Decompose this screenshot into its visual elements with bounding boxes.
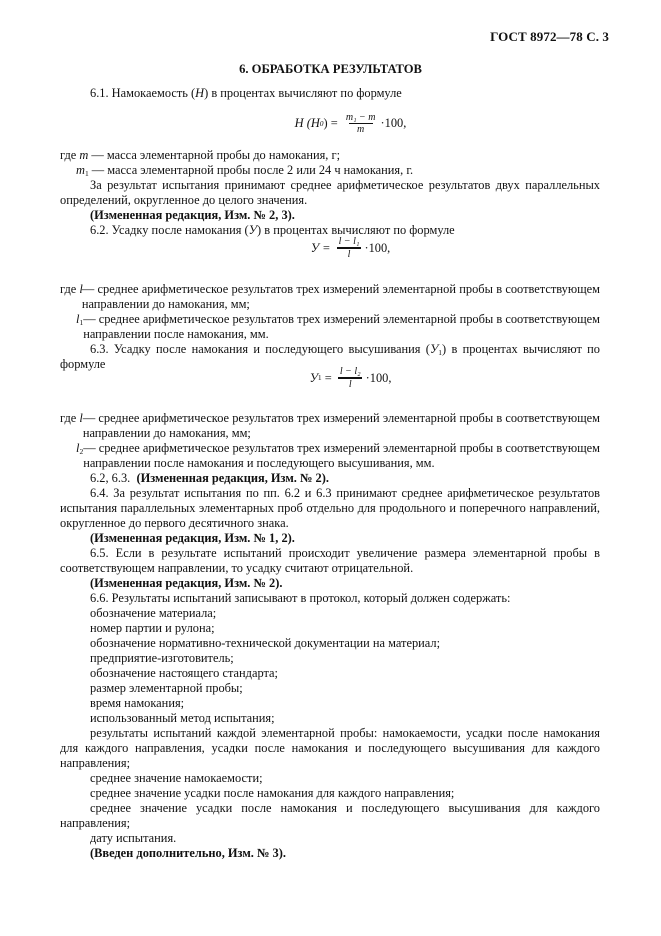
fraction [338, 366, 363, 390]
page-header: ГОСТ 8972—78 С. 3 [490, 29, 609, 44]
clause-6-4: 6.4. За результат испытания по пп. 6.2 и 6.3 принимают среднее арифметическое результатов испытания параллельных элементарных проб отдельно для продольного и поперечного направлений, округленное до первого десятичного знака. [60, 486, 600, 530]
subscript: 2 [79, 447, 84, 456]
formula-lhs: Н (Н [294, 116, 320, 130]
protocol-item: номер партии и рулона; [90, 621, 215, 635]
protocol-item: дату испытания. [90, 831, 177, 845]
formula-tail: ·100, [380, 116, 407, 130]
text: 6.3. Усадку после намокания и последующего высушивания ( [90, 342, 430, 356]
denominator: l [338, 377, 362, 390]
revision-note: (Введен дополнительно, Изм. № 3). [90, 846, 286, 860]
text: ) в процентах вычисляют по формуле [60, 342, 600, 371]
fraction [344, 112, 378, 135]
definition-m1 [60, 163, 600, 178]
text: — среднее арифметическое результатов трех измерений элементарной пробы в соответствующем направлении после намокания, мм. [83, 312, 600, 341]
protocol-item: размер элементарной пробы; [90, 681, 243, 695]
clause-6-1-intro [60, 86, 600, 101]
protocol-item: предприятие-изготовитель; [90, 651, 234, 665]
symbol-l: l [79, 411, 83, 425]
result-statement: За результат испытания принимают среднее арифметическое результатов двух параллельных определений, округленное до целого значения. [60, 178, 600, 207]
text: — среднее арифметическое результатов трех измерений элементарной пробы в соответствующем направлении после намокания и последующего высушивания, мм. [83, 441, 600, 470]
section-title: 6. ОБРАБОТКА РЕЗУЛЬТАТОВ [239, 62, 422, 76]
formula-eq: = [321, 370, 335, 385]
text: — среднее арифметическое результатов трех измерений элементарной пробы в соответствующем направлении до намокания, мм; [82, 411, 600, 440]
text: 6.1. Намокаемость ( [90, 86, 196, 100]
definition-l1 [60, 312, 600, 342]
symbol-l: l [79, 282, 83, 296]
symbol-u: У [248, 223, 258, 237]
text: где [60, 411, 80, 425]
symbol-m1: m [76, 163, 85, 177]
denominator: l [337, 247, 361, 260]
clause-6-3-to-6-6 [60, 411, 600, 861]
text: где [60, 148, 80, 162]
text: (Измененная редакция, Изм. № 2). [136, 471, 329, 485]
definition-l [60, 282, 600, 312]
symbol-h: Н [195, 86, 205, 100]
formula-tail: ·100, [364, 240, 391, 255]
protocol-item: среднее значение усадки после намокания и последующего высушивания для каждого направления; [60, 801, 600, 830]
definition-m [60, 148, 600, 163]
definition-l2 [60, 441, 600, 471]
formula-eq: ) = [323, 116, 341, 130]
subscript: 1 [79, 318, 84, 327]
numerator: m₁ − m [345, 112, 376, 123]
formula-shrinkage [0, 236, 661, 260]
numerator: l − l₂ [339, 366, 361, 377]
subscript: 1 [438, 348, 443, 357]
symbol-m: m [79, 148, 89, 162]
formula-wetting [0, 112, 661, 135]
protocol-item: обозначение нормативно-технической документации на материал; [90, 636, 441, 650]
text: — среднее арифметическое результатов трех измерений элементарной пробы в соответствующем направлении до намокания, мм; [81, 282, 600, 311]
text: — масса элементарной пробы до намокания, г; [88, 148, 341, 162]
protocol-item: результаты испытаний каждой элементарной пробы: намокаемости, усадки после намокания для каждого направления, усадки после намокания и последующего высушивания для каждого направления; [60, 726, 600, 770]
clause-6-2-body [60, 282, 600, 372]
clause-6-1-body [60, 148, 600, 238]
symbol-l2: l [76, 441, 80, 455]
subscript: 1 [84, 169, 89, 178]
clause-6-5: 6.5. Если в результате испытаний происходит увеличение размера элементарной пробы в соответствующем направлении, то усадку считают отрицательной. [60, 546, 600, 575]
revision-note: (Измененная редакция, Изм. № 1, 2). [90, 531, 295, 545]
text: — масса элементарной пробы после 2 или 24 ч намокания, г. [88, 163, 414, 177]
definition-l [60, 411, 600, 441]
text: ) в процентах вычисляют по формуле [204, 86, 402, 100]
text: 6.2. Усадку после намокания ( [90, 223, 249, 237]
numerator: l − l₁ [338, 236, 360, 247]
revision-note: (Измененная редакция, Изм. № 2). [90, 576, 283, 590]
text: где [60, 282, 80, 296]
fraction [337, 236, 362, 260]
text: ) в процентах вычисляют по формуле [257, 223, 455, 237]
revision-note: (Измененная редакция, Изм. № 2, 3). [90, 208, 295, 222]
protocol-item: использованный метод испытания; [90, 711, 275, 725]
formula-shrinkage-dried: У 1 = $\frac{\text{l − l₂}}{l}$ ·100, [309, 366, 392, 390]
symbol-u1: У [429, 342, 439, 356]
formula-lhs: У [309, 370, 318, 385]
formula-lhs: У = [310, 240, 334, 255]
protocol-item: обозначение материала; [90, 606, 217, 620]
protocol-item: обозначение настоящего стандарта; [90, 666, 279, 680]
clause-6-6-intro: 6.6. Результаты испытаний записывают в протокол, который должен содержать: [90, 591, 511, 605]
formula-sub: 0 [319, 118, 324, 128]
symbol-l1: l [76, 312, 80, 326]
formula-tail: ·100, [365, 370, 392, 385]
protocol-item: среднее значение намокаемости; [90, 771, 263, 785]
revision-note [60, 471, 600, 486]
protocol-item: время намокания; [90, 696, 185, 710]
text: 6.2, 6.3. [90, 471, 137, 485]
protocol-item: среднее значение усадки после намокания для каждого направления; [90, 786, 455, 800]
denominator: m [349, 123, 373, 135]
